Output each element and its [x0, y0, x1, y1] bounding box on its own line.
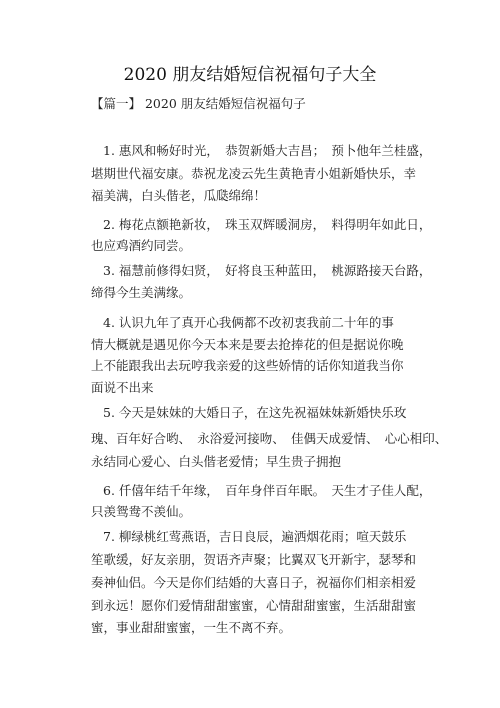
section-heading: 【篇一】 2020 朋友结婚短信祝福句子 — [91, 96, 306, 111]
paragraph-7-line-3: 奏神仙侣。今天是你们结婚的大喜日子，祝福你们相亲相爱 — [91, 575, 417, 590]
paragraph-3-line-2: 缔得今生美满缘。 — [91, 285, 192, 300]
paragraph-5-line-3: 永结同心爱心、白头偕老爱情；早生贵子拥抱 — [91, 454, 342, 469]
paragraph-1-line-3: 福美满，白头偕老，瓜瓞绵绵！ — [91, 188, 267, 203]
paragraph-6-line-2: 只羡鸳鸯不羡仙。 — [91, 504, 192, 519]
paragraph-4-line-2: 情大概就是遇见你今天本来是要去抢捧花的但是据说你晚 — [91, 337, 404, 352]
paragraph-2-line-1: 2. 梅花点额艳新妆， 珠玉双辉暖洞房， 料得明年如此日， — [103, 217, 432, 232]
paragraph-6-line-1: 6. 仟僖年结千年缘， 百年身伴百年眠。 天生才子佳人配， — [103, 483, 432, 498]
paragraph-1-line-1: 1. 惠风和畅好时光， 恭贺新婚大吉昌； 预卜他年兰桂盛， — [103, 143, 432, 158]
paragraph-5-line-1: 5. 今天是妹妹的大婚日子，在这先祝福妹妹新婚快乐玫 — [103, 405, 407, 420]
paragraph-7-line-2: 笙歌缓，好友亲朋，贺语齐声聚；比翼双飞开新宇，瑟琴和 — [91, 552, 417, 567]
paragraph-4-line-3: 上不能跟我出去玩哼我亲爱的这些娇情的话你知道我当你 — [91, 358, 404, 373]
paragraph-4-line-4: 面说不出来 — [91, 380, 154, 395]
paragraph-4-line-1: 4. 认识九年了真开心我俩都不改初衷我前二十年的事 — [103, 315, 394, 330]
paragraph-5-line-2: 瑰、百年好合哟、 永浴爱河接吻、 佳偶天成爱情、 心心相印、 — [91, 431, 448, 446]
paragraph-7-line-1: 7. 柳绿桃红莺燕语，吉日良辰，遍洒烟花雨；喧天鼓乐 — [103, 529, 407, 544]
paragraph-1-line-2: 堪期世代福安康。恭祝龙凌云先生黄艳青小姐新婚快乐，幸 — [91, 166, 417, 181]
paragraph-3-line-1: 3. 福慧前修得妇贤， 好将良玉种蓝田， 桃源路接天台路， — [103, 263, 432, 278]
paragraph-7-line-4: 到永远！愿你们爱情甜甜蜜蜜，心情甜甜蜜蜜，生活甜甜蜜 — [91, 598, 417, 613]
paragraph-2-line-2: 也应鸡酒约同尝。 — [91, 238, 192, 253]
paragraph-7-line-5: 蜜，事业甜甜蜜蜜，一生不离不弃。 — [91, 620, 292, 635]
page-title: 2020 朋友结婚短信祝福句子大全 — [123, 65, 377, 85]
